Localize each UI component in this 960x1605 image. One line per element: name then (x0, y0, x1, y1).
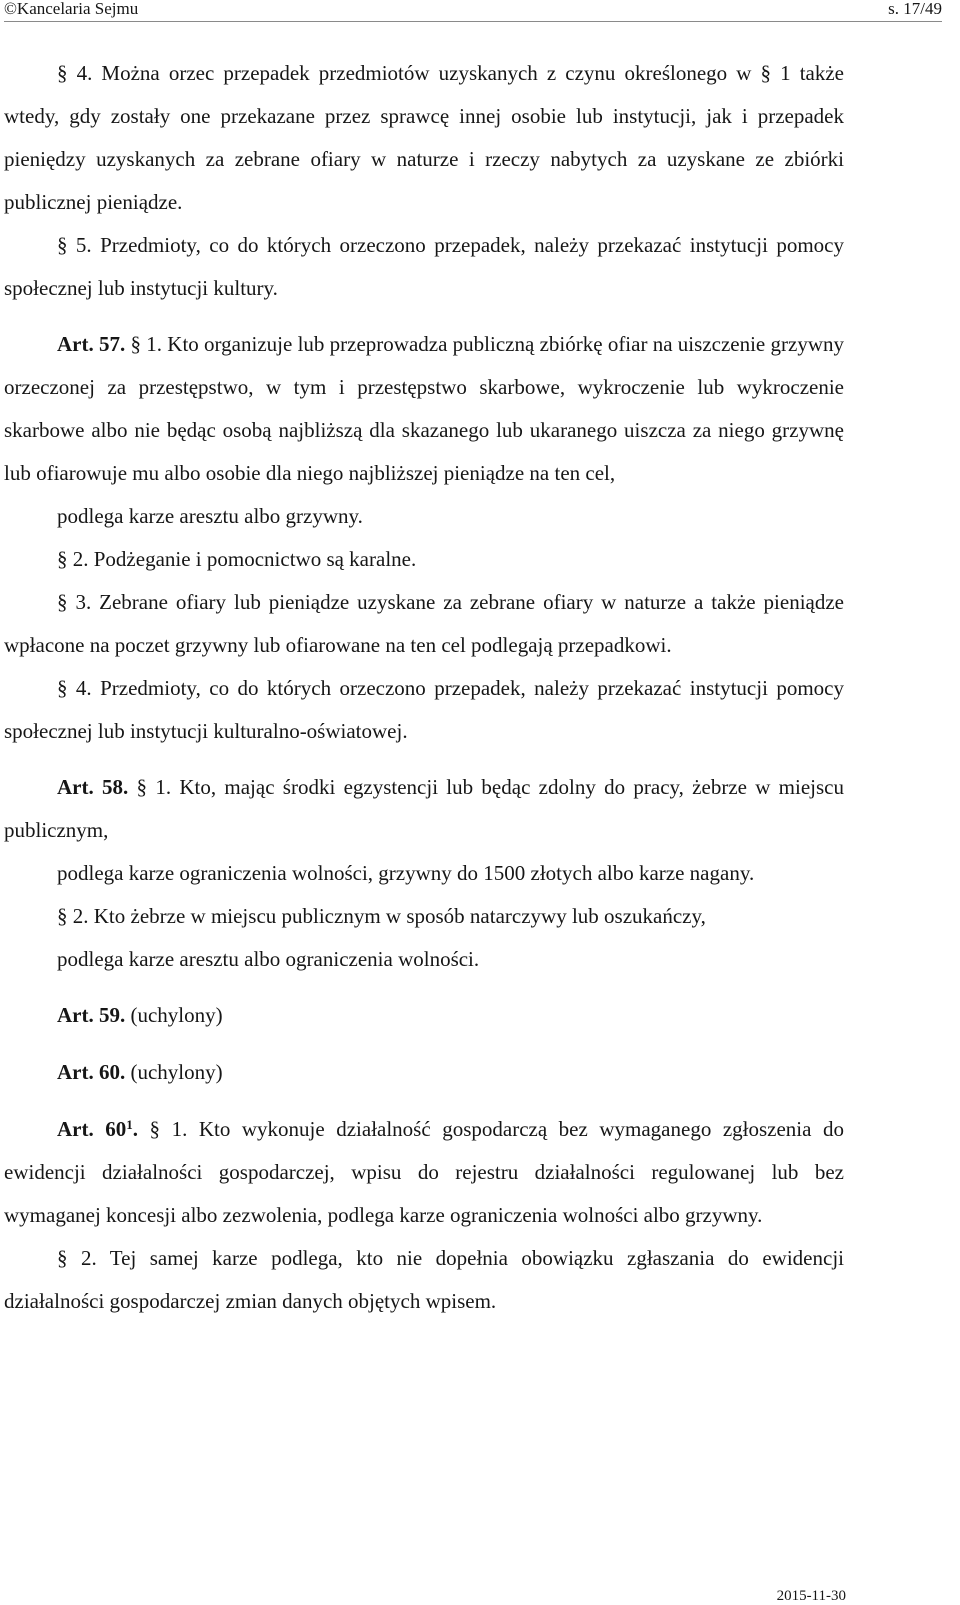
article-60-1-text: § 1. Kto wykonuje działalność gospodarczą bez wymaganego zgłoszenia do ewidencji działalności gospodarczej, wpisu do rejestru działalności regulowanej lub bez wymaganej koncesji albo zezwolenia, podlega karze ograniczenia wolności albo grzywny. (4, 1117, 844, 1227)
footer-date: 2015-11-30 (776, 1588, 846, 1604)
article-60-1-number: Art. 60 (57, 1117, 127, 1141)
paragraph-56-4: § 4. Można orzec przepadek przedmiotów uzyskanych z czynu określonego w § 1 także wtedy, gdy zostały one przekazane przez sprawcę innej osobie lub instytucji, jak i przepadek pieniędzy uzyskanych za zebrane ofiary w naturze i rzeczy nabytych za uzyskane ze zbiórki publicznej pieniądze. (4, 61, 844, 214)
header-publisher: ©Kancelaria Sejmu (4, 0, 139, 18)
page-header (4, 0, 942, 28)
article-60-1 (4, 1108, 844, 1237)
article-60 (4, 1051, 844, 1094)
paragraph-57-4: § 4. Przedmioty, co do których orzeczono przepadek, należy przekazać instytucji pomocy społecznej lub instytucji kulturalno-oświatowej. (4, 676, 844, 743)
paragraph-60-1-2: § 2. Tej samej karze podlega, kto nie dopełnia obowiązku zgłaszania do ewidencji działalności gospodarczej zmian danych objętych wpisem. (4, 1246, 844, 1313)
article-58-penalty: podlega karze ograniczenia wolności, grzywny do 1500 złotych albo karze nagany. (57, 861, 755, 885)
article-59-text: (uchylony) (125, 1003, 223, 1027)
document-body (4, 52, 844, 1323)
header-divider (4, 21, 942, 22)
article-58-text: § 1. Kto, mając środki egzystencji lub będąc zdolny do pracy, żebrze w miejscu publicznym, (4, 775, 844, 842)
paragraph-56-5: § 5. Przedmioty, co do których orzeczono przepadek, należy przekazać instytucji pomocy społecznej lub instytucji kultury. (4, 233, 844, 300)
article-59-number: Art. 59. (57, 1003, 126, 1027)
article-59 (4, 994, 844, 1037)
paragraph-57-2: § 2. Podżeganie i pomocnictwo są karalne. (57, 547, 417, 571)
article-60-text: (uchylony) (125, 1060, 223, 1084)
article-58-number: Art. 58. (57, 775, 129, 799)
article-60-1-period: . (132, 1117, 139, 1141)
paragraph-58-2: § 2. Kto żebrze w miejscu publicznym w sposób natarczywy lub oszukańczy, (57, 904, 706, 928)
header-page-number: s. 17/49 (888, 0, 942, 18)
article-60-1-superscript: 1 (126, 1117, 133, 1132)
article-57-number: Art. 57. (57, 332, 126, 356)
paragraph-57-3: § 3. Zebrane ofiary lub pieniądze uzyskane za zebrane ofiary w naturze a także pieniądze wpłacone na poczet grzywny lub ofiarowane na ten cel podlegają przepadkowi. (4, 590, 844, 657)
article-58 (4, 766, 844, 852)
article-57-penalty: podlega karze aresztu albo grzywny. (57, 504, 363, 528)
article-57-text: § 1. Kto organizuje lub przeprowadza publiczną zbiórkę ofiar na uiszczenie grzywny orzeczonej za przestępstwo, w tym i przestępstwo skarbowe, wykroczenie lub wykroczenie skarbowe albo nie będąc osobą najbliższą dla skazanego lub ukaranego uiszcza za niego grzywnę lub ofiarowuje mu albo osobie dla niego najbliższej pieniądze na ten cel, (4, 332, 844, 485)
paragraph-58-2-penalty: podlega karze aresztu albo ograniczenia wolności. (57, 947, 480, 971)
article-57 (4, 323, 844, 495)
article-60-number: Art. 60. (57, 1060, 126, 1084)
